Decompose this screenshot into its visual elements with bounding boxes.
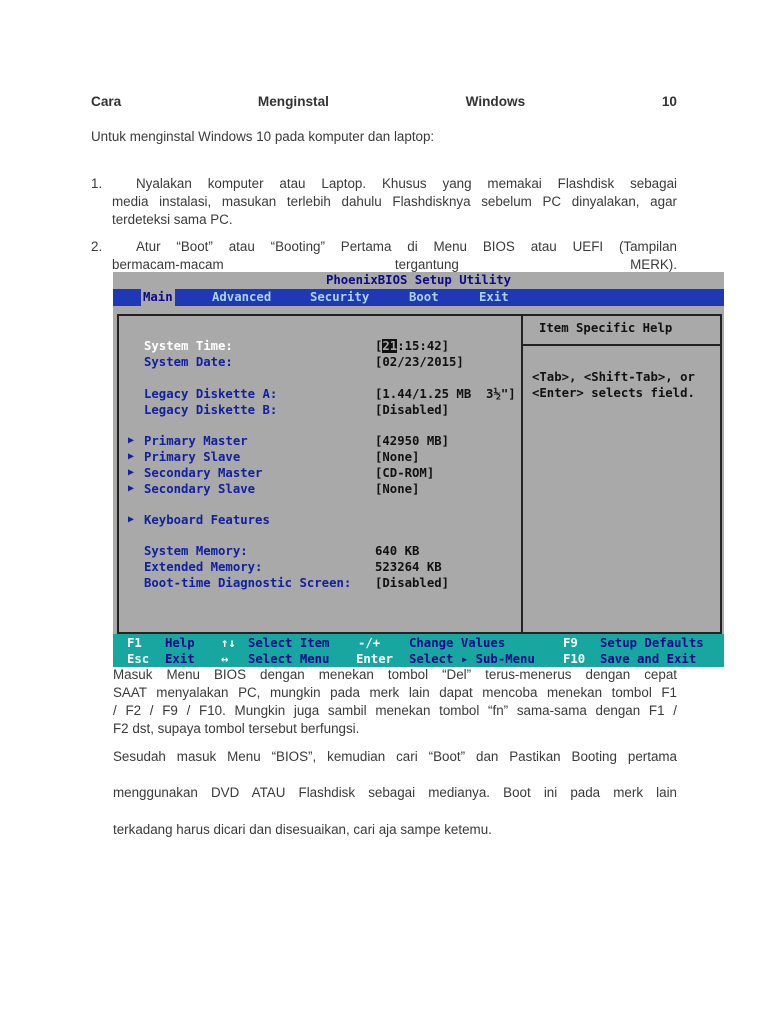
submenu-arrow-icon: ▶ [128, 483, 135, 494]
bios-item-keyboard-features[interactable] [119, 512, 519, 528]
bios-item-value: [Disabled] [375, 403, 450, 417]
bios-item-label: Legacy Diskette A: [144, 387, 278, 401]
title-word: Menginstal [257, 94, 329, 109]
bios-menu-boot[interactable]: Boot [409, 290, 439, 304]
bios-item-diskette-b[interactable] [119, 402, 519, 418]
bios-item-system-memory [119, 543, 519, 559]
list-item-step-2 [91, 238, 677, 274]
submenu-arrow-icon: ▶ [128, 514, 135, 525]
bios-item-label: Secondary Slave [144, 482, 256, 496]
bios-item-label: Keyboard Features [144, 513, 270, 527]
step-line: Nyalakan komputer atau Laptop. Khusus yang memakai Flashdisk sebagai [136, 176, 677, 191]
hotkey-key: ↔ [221, 652, 229, 666]
bios-item-system-time[interactable] [119, 338, 519, 354]
bios-item-primary-master[interactable] [119, 433, 519, 449]
paragraph-line: SAAT menyalakan PC, mungkin pada merk lain dapat mencoba menekan tombol F1 [113, 685, 677, 700]
bios-item-value: 523264 KB [375, 560, 442, 574]
step-line: media instalasi, masukan terlebih dahulu Flashdisknya sebelum PC dinyalakan, agar [112, 194, 677, 209]
edit-cursor[interactable]: 21 [382, 339, 398, 353]
help-divider [523, 344, 720, 346]
bios-item-value: [Disabled] [375, 576, 450, 590]
paragraph-line: menggunakan DVD ATAU Flashdisk sebagai medianya. Boot ini pada merk lain [113, 785, 677, 800]
bios-key-legend [113, 634, 724, 667]
paragraph-bios-instructions [113, 666, 677, 738]
bios-main-panel [117, 314, 722, 634]
hotkey-key: Enter [356, 652, 394, 666]
bios-item-system-date[interactable] [119, 354, 519, 370]
bios-item-value: [21:15:42] [375, 339, 450, 353]
bios-item-label: Primary Master [144, 434, 248, 448]
step-line: bermacam-macam tergantung MERK). [112, 257, 677, 272]
bios-item-secondary-master[interactable] [119, 465, 519, 481]
bios-item-value: [02/23/2015] [375, 355, 464, 369]
submenu-arrow-icon: ▶ [128, 451, 135, 462]
bios-menu-main[interactable]: Main [143, 290, 173, 304]
bios-item-label: Primary Slave [144, 450, 241, 464]
bios-item-diskette-a[interactable] [119, 386, 519, 402]
hotkey-key: F10 [563, 652, 586, 666]
paragraph-line: Sesudah masuk Menu “BIOS”, kemudian cari “Boot” dan Pastikan Booting pertama [113, 749, 677, 764]
bios-screenshot [113, 272, 724, 667]
hotkey-desc: Select ▸ Sub-Menu [409, 652, 535, 666]
hotkey-desc: Exit [165, 652, 195, 666]
hotkey-desc: Help [165, 636, 195, 650]
bios-item-label: System Memory: [144, 544, 248, 558]
help-panel-title: Item Specific Help [539, 321, 673, 335]
hotkey-key: ↑↓ [221, 636, 236, 650]
paragraph-line: Masuk Menu BIOS dengan menekan tombol “Del” terus-menerus dengan cepat [113, 667, 677, 682]
hotkey-key: -/+ [358, 636, 381, 650]
hotkey-desc: Change Values [409, 636, 506, 650]
bios-item-secondary-slave[interactable] [119, 481, 519, 497]
bios-menu-advanced[interactable]: Advanced [212, 290, 272, 304]
bios-item-value: [None] [375, 450, 420, 464]
bios-item-label: Secondary Master [144, 466, 263, 480]
bios-item-value: [None] [375, 482, 420, 496]
list-number: 1. [91, 176, 103, 191]
hotkey-desc: Select Menu [248, 652, 330, 666]
submenu-arrow-icon: ▶ [128, 467, 135, 478]
bios-menu-security[interactable]: Security [310, 290, 370, 304]
step-line: terdeteksi sama PC. [112, 212, 233, 227]
step-line: Atur “Boot” atau “Booting” Pertama di Menu BIOS atau UEFI (Tampilan [136, 239, 677, 254]
hotkey-key: F1 [127, 636, 142, 650]
paragraph-line: / F2 / F9 / F10. Mungkin juga sambil menekan tombol “fn” sama-sama dengan F1 / [113, 703, 677, 718]
title-word: Cara [91, 94, 122, 109]
hotkey-desc: Save and Exit [600, 652, 697, 666]
intro-text: Untuk menginstal Windows 10 pada komputer dan laptop: [91, 129, 435, 144]
bios-menubar [113, 289, 724, 306]
hotkey-desc: Setup Defaults [600, 636, 704, 650]
bios-item-boot-diagnostic[interactable] [119, 575, 519, 591]
title-word: Windows [465, 94, 526, 109]
submenu-arrow-icon: ▶ [128, 435, 135, 446]
bios-item-value: [CD-ROM] [375, 466, 435, 480]
document-title [91, 94, 677, 109]
bios-item-label: System Time: [144, 339, 233, 353]
bios-item-value: [42950 MB] [375, 434, 450, 448]
bios-item-label: Extended Memory: [144, 560, 263, 574]
bios-item-label: Boot-time Diagnostic Screen: [144, 576, 352, 590]
bios-item-value: [1.44/1.25 MB 3½"] [375, 387, 516, 401]
bios-item-label: Legacy Diskette B: [144, 403, 278, 417]
panel-divider [521, 316, 523, 632]
list-number: 2. [91, 239, 103, 254]
paragraph-line: terkadang harus dicari dan disesuaikan, cari aja sampe ketemu. [113, 822, 492, 837]
hotkey-key: Esc [127, 652, 150, 666]
list-item-step-1 [91, 175, 677, 229]
bios-item-label: System Date: [144, 355, 233, 369]
bios-item-extended-memory [119, 559, 519, 575]
help-panel-text: <Tab>, <Shift-Tab>, or <Enter> selects field. [532, 370, 695, 400]
title-word: 10 [661, 94, 677, 109]
hotkey-key: F9 [563, 636, 578, 650]
hotkey-desc: Select Item [248, 636, 330, 650]
bios-menu-exit[interactable]: Exit [479, 290, 509, 304]
bios-title: PhoenixBIOS Setup Utility [113, 272, 724, 289]
paragraph-line: F2 dst, supaya tombol tersebut berfungsi. [113, 721, 360, 736]
bios-item-primary-slave[interactable] [119, 449, 519, 465]
bios-item-value: 640 KB [375, 544, 420, 558]
